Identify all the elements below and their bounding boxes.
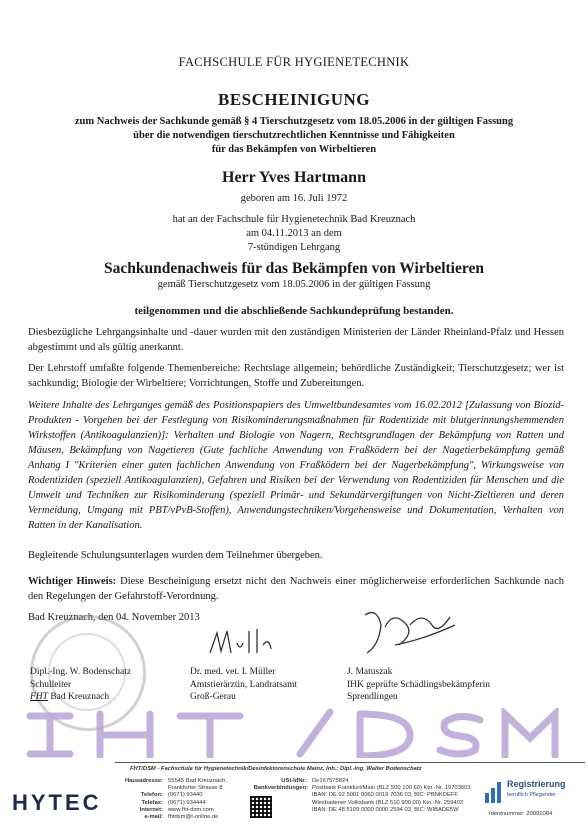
signer-1-org <box>30 691 131 704</box>
school-name: FACHSCHULE FÜR HYGIENETECHNIK <box>178 55 410 69</box>
footer-bank-3: Wiesbadener Volksbank (BLZ 510 900 00) Kto.-Nr. 259403 <box>312 799 464 806</box>
footer-value-address-2: Frankfurter Strasse 8 <box>168 785 223 792</box>
signer-1-org-prefix: FHT <box>30 692 48 702</box>
footer-label-email: e-mail: <box>144 814 163 821</box>
paragraph-additional-content: Weitere Inhalte des Lehrganges gemäß des Positionspapiers des Umweltbundesamtes vom 16.02.2012 [Zulassung von Biozid-Produkten - Vorgehen bei der Festlegung von Risikominderungsmaßnahmen für Rodentizide mit blutgerinnungshemmenden Wirkstoffen (Antikoagulanzien)]: Verhalten und Biologie von Nagern, Rechtsgrundlagen der Bekämpfung von Ratten und Mäusen, Bekämpfung von Nagetieren (Gute fachliche Anwendung von Fraßködern bei der Nagetierbekämpfung gemäß Anhang I "Kriterien einer guten fachlichen Anwendung von Fraßködern bei der Nagerbekämpfung", Wirkungsweise von Rodentiziden (speziell Antikoagulanzien), Gefahren und Risiken bei der Verwendung von Rodentiziden für Menschen und die Umwelt und Techniken zur Risikominderung (speziell Primär- und Sekundärvergiftungen von Nicht-Zieltieren und deren Vermeidung, Umgang mit PBT/vPvB-Stoffen), Anwendungstechniken/Vorgehensweise und Dokumentation, Verhalten von Ratten in der Kanalisation. <box>28 400 564 531</box>
signature-block-2 <box>190 666 297 704</box>
signer-1-org-text: Bad Kreuznach <box>47 692 110 702</box>
footer-ust-value: De167575824 <box>312 778 349 784</box>
attendance-line-3: 7-stündigen Lehrgang <box>247 242 341 253</box>
note-label: Wichtiger Hinweis: <box>28 576 117 587</box>
footer-value-web[interactable]: www.fht-dsm.com <box>168 806 214 813</box>
qr-code <box>250 796 272 818</box>
signature-block-1 <box>30 666 131 704</box>
subtitle-line-1: zum Nachweis der Sachkunde gemäß § 4 Tierschutzgesetz vom 18.05.2006 in der gültigen Fassung <box>74 116 514 127</box>
registration-badge <box>483 773 581 821</box>
subtitle-line-3: für das Bekämpfen von Wirbeltieren <box>211 144 377 155</box>
footer-bank-labels <box>250 778 308 792</box>
footer-ust-label: USt-IdNr.: <box>281 778 308 784</box>
footer-address-labels <box>118 778 163 821</box>
footer-label-blank <box>118 785 163 792</box>
fht-dsm-watermark <box>0 708 588 758</box>
signer-2-role: Amtstierärztin, Landratsamt <box>190 679 298 690</box>
attendance-line-1: hat an der Fachschule für Hygienetechnik Bad Kreuznach <box>172 214 416 225</box>
footer-value-fax: (0671) 934444 <box>168 799 206 806</box>
signer-3-name: J. Matuszak <box>347 667 393 677</box>
footer-value-email[interactable]: fhtdsm@t-online.de <box>168 814 219 821</box>
footer-divider <box>115 762 585 763</box>
birth-date: geboren am 16. Juli 1972 <box>240 193 348 204</box>
footer-value-address-1: 55545 Bad Kreuznach, <box>168 778 227 784</box>
footer-address-values <box>168 778 227 821</box>
registration-icon <box>483 779 505 805</box>
registration-id: Identnummer: 20091084 <box>489 811 553 817</box>
signature-mueller <box>205 625 275 660</box>
registration-subtitle: beruflich Pflegender <box>507 792 556 798</box>
signature-matuszak <box>355 605 465 660</box>
hytec-logo: HYTEC <box>12 790 102 815</box>
paragraph-approval: Diesbezügliche Lehrgangsinhalte und -dauer wurden mit den zuständigen Ministerien der Länder Rheinland-Pfalz und Hessen abgestimmt und als gültig anerkannt. <box>28 327 564 353</box>
place-date: Bad Kreuznach, den 04. November 2013 <box>28 612 200 623</box>
document-title: BESCHEINIGUNG <box>218 90 370 109</box>
footer-label-fax: Telefax: <box>141 799 163 806</box>
subtitle-line-2: über die notwendigen tierschutzrechtlichen Kenntnisse und Fähigkeiten <box>133 130 455 141</box>
footer-headline: FHT/DSM - Fachschule für Hygienetechnik/Desinfektorenschule Mainz, Inh.: Dipl.-Ing. Walter Bodenschatz <box>130 766 422 772</box>
footer-value-phone: (0671) 93440 <box>168 792 203 799</box>
important-note <box>28 574 564 604</box>
signature-block-3 <box>347 666 490 704</box>
registration-title: Registrierung <box>507 779 566 789</box>
signer-1-name: Dipl.-Ing. W. Bodenschatz <box>30 667 132 677</box>
course-law: gemäß Tierschutzgesetz vom 18.05.2006 in der gültigen Fassung <box>157 279 431 290</box>
course-result: teilgenommen und die abschließende Sachkundeprüfung bestanden. <box>134 305 454 317</box>
paragraph-materials: Begleitende Schulungsunterlagen wurden dem Teilnehmer übergeben. <box>28 550 323 561</box>
signer-2-name: Dr. med. vet. I. Müller <box>190 667 276 677</box>
participant-name: Herr Yves Hartmann <box>222 169 366 186</box>
footer-label-address: Hausadresse: <box>124 778 163 784</box>
signer-2-org: Groß-Gerau <box>190 692 236 702</box>
signer-3-org: Sprendlingen <box>347 692 398 702</box>
footer-bank-4: IBAN: DE 48 5109 0000 0000 2594 03, BIC: WIBADE5W <box>312 806 459 813</box>
signer-1-role: Schulleiter <box>30 679 72 690</box>
footer-bank-2: IBAN: DE 92 5001 0060 0019 7036 03, BIC: PBNKDEFF <box>312 792 458 799</box>
footer-bank-values <box>312 778 471 814</box>
paragraph-topics: Der Lehrstoff umfaßte folgende Themenbereiche: Rechtslage allgemein; behördliche Zuständigkeit; Tierschutzgesetz; wer ist sachkundig; Biologie der Wirbeltiere; Vorrichtungen, Stoffe und Zubereitungen. <box>28 363 564 389</box>
signer-3-role: IHK geprüfte Schädlingsbekämpferin <box>347 679 490 690</box>
footer-bank-1: Postbank Frankfurt/Main (BLZ 500 100 60) Kto.-Nr. 19703603 <box>312 785 471 792</box>
footer-label-phone: Telefon: <box>140 792 163 799</box>
note-text: Diese Bescheinigung ersetzt nicht den Nachweis einer möglicherweise erforderlichen Sachkunde nach den Regelungen der Gefahrstoff-Verordnung. <box>28 576 564 602</box>
attendance-line-2: am 04.11.2013 an dem <box>246 228 342 239</box>
course-title: Sachkundenachweis für das Bekämpfen von Wirbeltieren <box>104 260 484 277</box>
footer-label-web: Internet: <box>139 806 163 813</box>
footer-bank-label: Bankverbindungen: <box>253 785 308 792</box>
